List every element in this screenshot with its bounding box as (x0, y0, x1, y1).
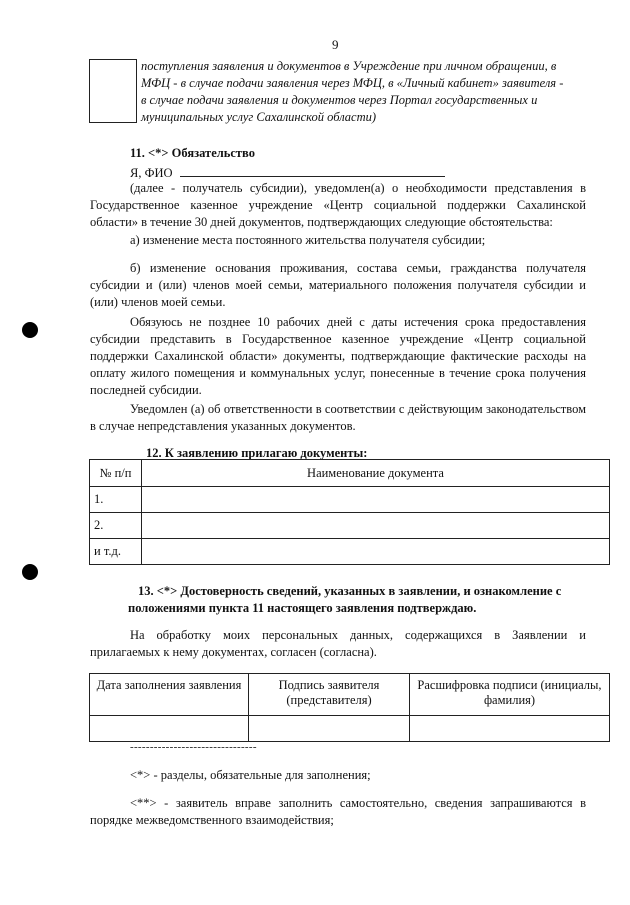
consent-text: На обработку моих персональных данных, содержащихся в Заявлении и прилагаемых к нему документах, согласен (согласна). (90, 628, 586, 659)
table-row (90, 539, 610, 565)
continuation-line: МФЦ - в случае подачи заявления через МФЦ, в «Личный кабинет» заявителя - (141, 76, 564, 90)
document-name-cell[interactable] (142, 487, 610, 513)
punch-hole (22, 564, 38, 580)
footnote-separator: -------------------------------- (130, 741, 257, 753)
fio-label: Я, ФИО (130, 166, 173, 180)
section13-heading-line: 13. <*> Достоверность сведений, указанных в заявлении, и ознакомление с (138, 584, 562, 598)
fio-field[interactable] (180, 163, 445, 177)
signature-table (89, 673, 610, 742)
col-decode-header: Расшифровка подписи (инициалы, фамилия) (410, 674, 610, 716)
section13-heading (90, 583, 586, 617)
row-number: и т.д. (90, 539, 142, 565)
item-a: а) изменение места постоянного жительства получателя субсидии; (130, 233, 486, 247)
continuation-line: в случае подачи заявления и документов через Портал государственных и (141, 93, 538, 107)
footnote-1: <*> - разделы, обязательные для заполнения; (130, 768, 371, 782)
section11-intro: (далее - получатель субсидии), уведомлен(а) о необходимости представления в Государственное казенное учреждение «Центр социальной поддержки Сахалинской области» в течение 30 дней документов, подтверждающих следующие обстоятельства: (90, 181, 586, 229)
notice-text: Уведомлен (а) об ответственности в соответствии с действующим законодательством в случае непредставления указанных документов. (90, 402, 586, 433)
col-name-header: Наименование документа (142, 460, 610, 487)
continuation-text (141, 58, 581, 126)
table-row (90, 513, 610, 539)
footnote-2: <**> - заявитель вправе заполнить самостоятельно, сведения запрашиваются в порядке межведомственного взаимодействия; (90, 796, 586, 827)
section12-heading: 12. К заявлению прилагаю документы: (146, 446, 368, 460)
date-cell[interactable] (90, 716, 249, 742)
obligation-text: Обязуюсь не позднее 10 рабочих дней с даты истечения срока предоставления субсидии представить в Государственное казенное учреждение «Центр социальной поддержки Сахалинской области» документы, подтверждающие фактические расходы на оплату жилого помещения и коммунальных услуг, понесенные в течение срока получения последней субсидии. (90, 315, 586, 397)
page-number: 9 (332, 37, 339, 52)
signature-decode-cell[interactable] (410, 716, 610, 742)
item-b: б) изменение основания проживания, состава семьи, гражданства получателя субсидии и (или) членов моей семьи, материального положения получателя субсидии и (или) членов моей семьи. (90, 261, 586, 309)
section11-heading: 11. <*> Обязательство (130, 146, 255, 160)
row-number: 2. (90, 513, 142, 539)
signature-cell[interactable] (249, 716, 410, 742)
row-number: 1. (90, 487, 142, 513)
document-name-cell[interactable] (142, 513, 610, 539)
punch-hole (22, 322, 38, 338)
col-sign-header: Подпись заявителя (представителя) (249, 674, 410, 716)
col-date-header: Дата заполнения заявления (90, 674, 249, 716)
col-num-header: № п/п (90, 460, 142, 487)
table-row (90, 716, 610, 742)
empty-box (89, 59, 137, 123)
continuation-line: поступления заявления и документов в Учреждение при личном обращении, в (141, 59, 557, 73)
document-name-cell[interactable] (142, 539, 610, 565)
continuation-line: муниципальных услуг Сахалинской области) (141, 110, 377, 124)
section13-heading-line: положениями пункта 11 настоящего заявления подтверждаю. (128, 601, 477, 615)
documents-table (89, 459, 610, 565)
table-row (90, 487, 610, 513)
